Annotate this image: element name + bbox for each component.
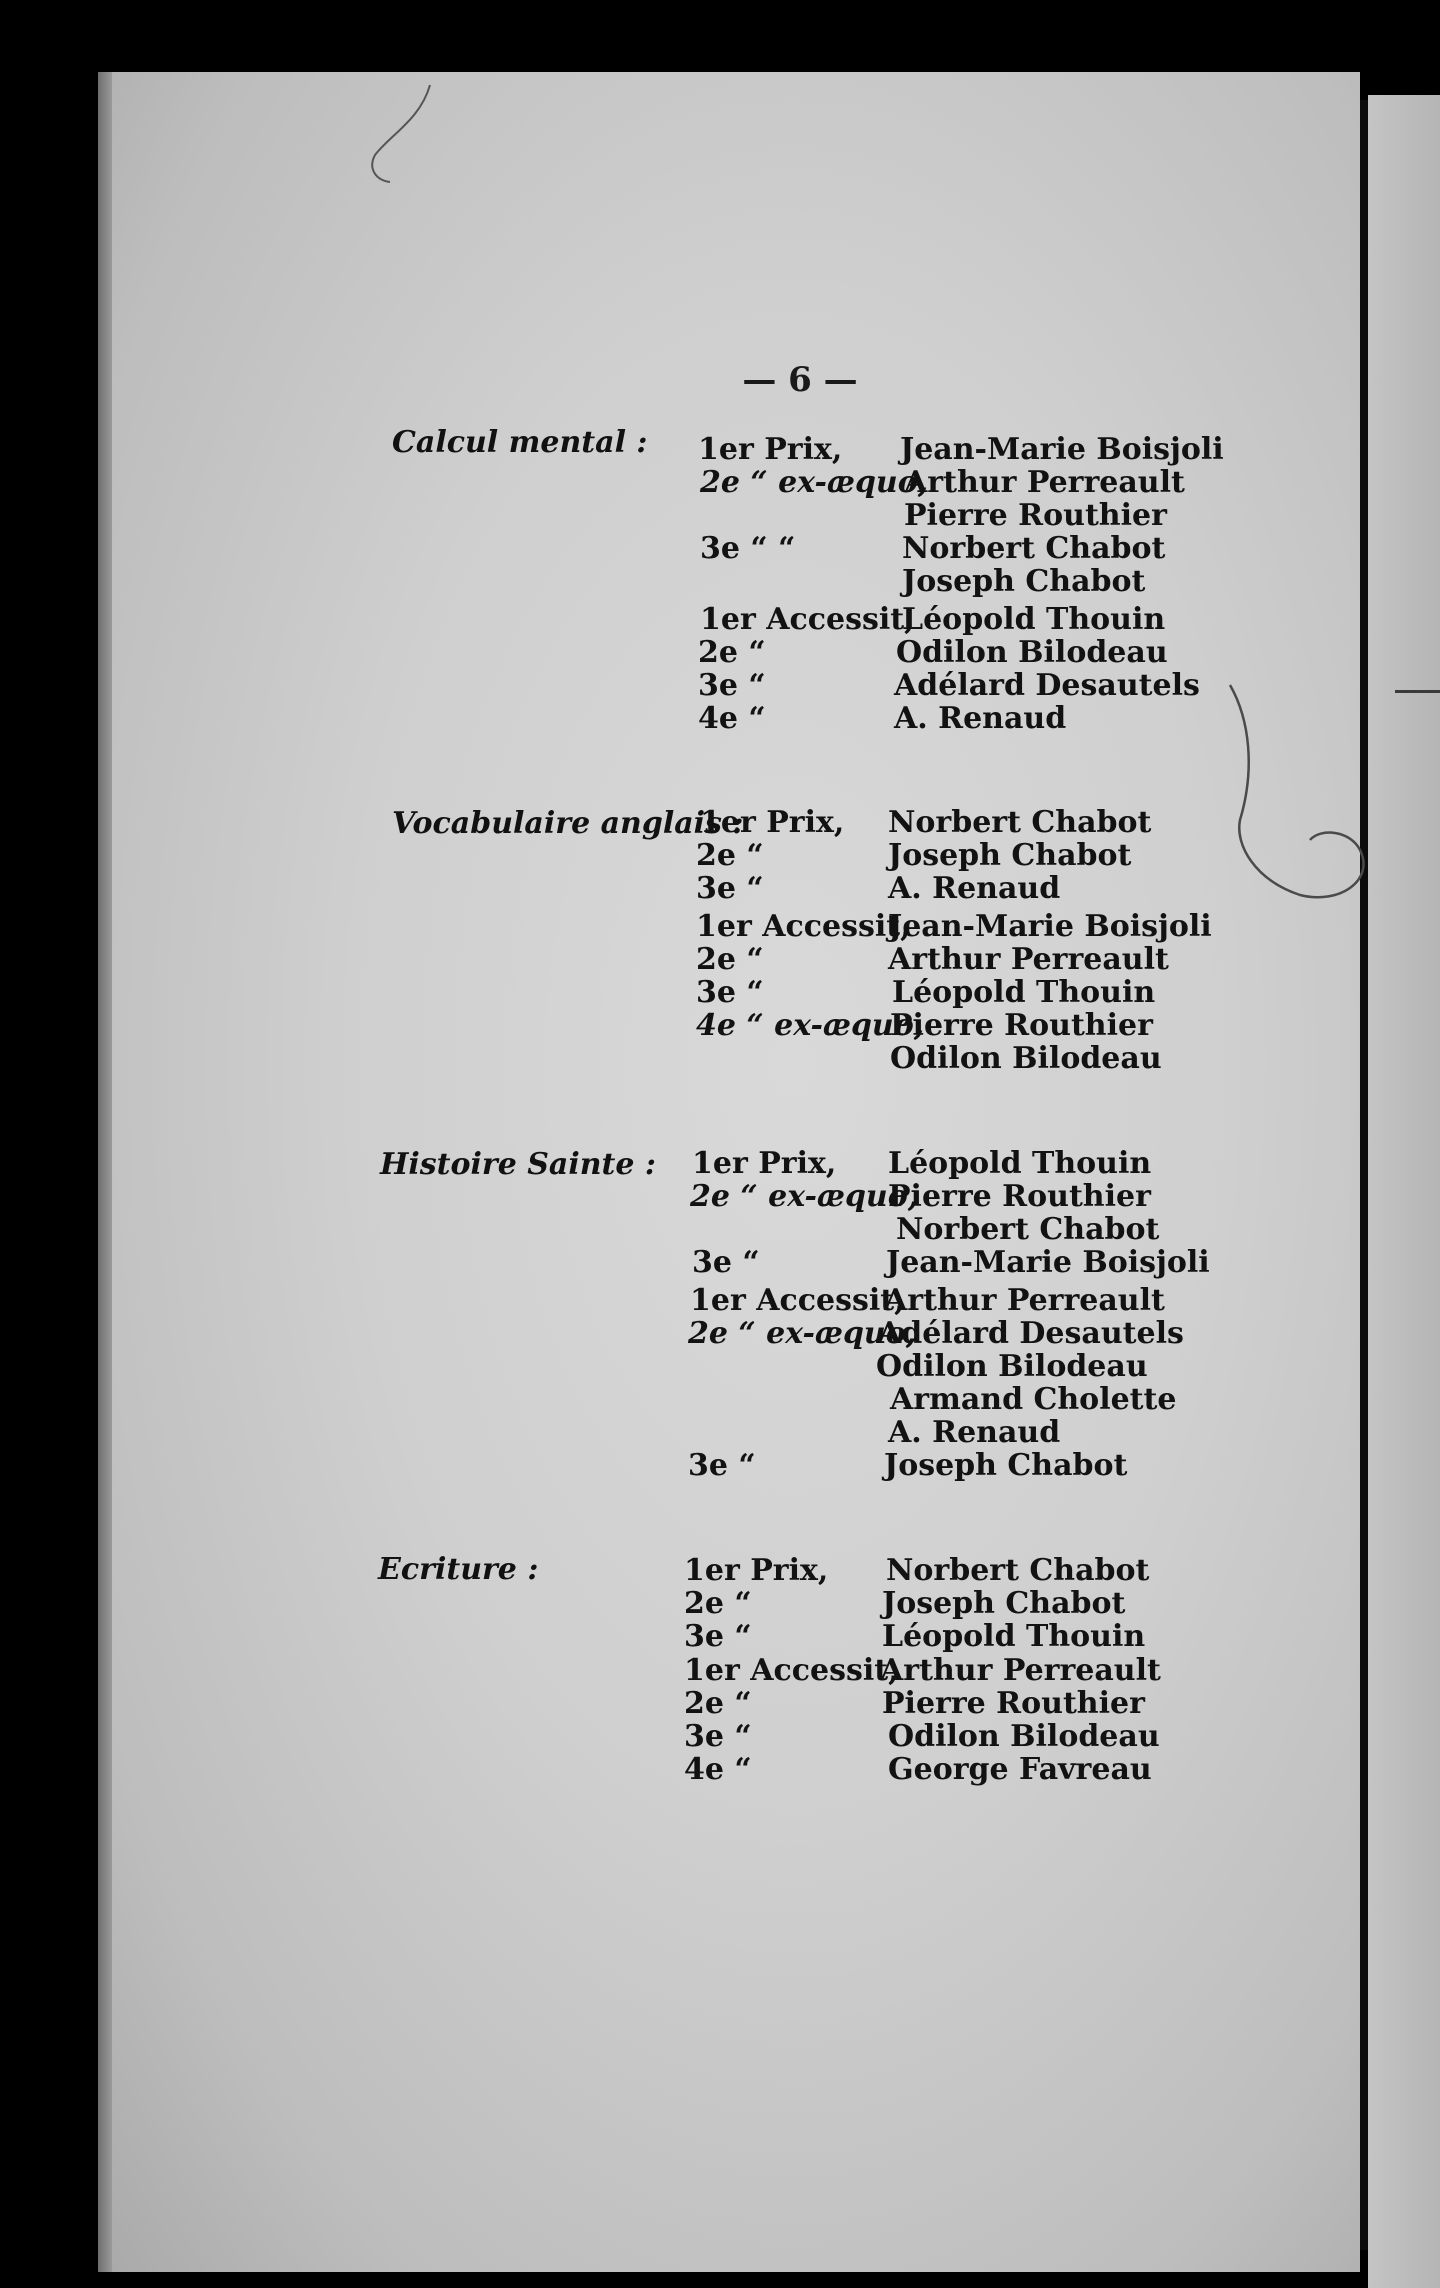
prize-rank: 2e “ bbox=[684, 1586, 752, 1621]
list-item bbox=[0, 669, 1440, 702]
winner-name: Odilon Bilodeau bbox=[896, 635, 1168, 670]
pencil-mark-top bbox=[360, 80, 460, 190]
list-item bbox=[0, 910, 1440, 943]
winner-name: Léopold Thouin bbox=[888, 1146, 1152, 1181]
prize-rank: 1er Accessit, bbox=[696, 909, 911, 944]
list-item bbox=[0, 532, 1440, 565]
winner-name: Joseph Chabot bbox=[888, 838, 1132, 873]
winner-name: Jean-Marie Boisjoli bbox=[888, 909, 1212, 944]
list-item bbox=[0, 1449, 1440, 1482]
list-item bbox=[0, 1654, 1440, 1687]
winner-name: Adélard Desautels bbox=[878, 1316, 1184, 1351]
list-item bbox=[0, 976, 1440, 1009]
prize-rank: 4e “ bbox=[684, 1752, 752, 1787]
winner-name: Jean-Marie Boisjoli bbox=[900, 432, 1224, 467]
prize-rank: 3e “ bbox=[684, 1619, 752, 1654]
list-item bbox=[0, 1720, 1440, 1753]
list-item bbox=[0, 1620, 1440, 1653]
prize-rank: 3e “ “ bbox=[700, 531, 796, 566]
list-item bbox=[0, 806, 1440, 839]
winner-name: Armand Cholette bbox=[890, 1382, 1177, 1417]
list-item bbox=[0, 1317, 1440, 1350]
section-label: Ecriture : bbox=[378, 1552, 539, 1587]
prize-rank: 4e “ ex-æquo, bbox=[696, 1008, 925, 1043]
winner-name: Adélard Desautels bbox=[894, 668, 1200, 703]
list-item bbox=[0, 1009, 1440, 1042]
prize-rank: 1er Prix, bbox=[698, 432, 843, 467]
list-item bbox=[0, 1213, 1440, 1246]
winner-name: A. Renaud bbox=[888, 1415, 1061, 1450]
winner-name: Norbert Chabot bbox=[896, 1212, 1160, 1247]
winner-name: A. Renaud bbox=[894, 701, 1067, 736]
winner-name: Odilon Bilodeau bbox=[890, 1041, 1162, 1076]
prize-rank: 1er Accessit, bbox=[690, 1283, 905, 1318]
prize-rank: 4e “ bbox=[698, 701, 766, 736]
prize-rank: 3e “ bbox=[696, 871, 764, 906]
list-item bbox=[0, 433, 1440, 466]
prize-rank: 2e “ ex-æquo, bbox=[700, 465, 929, 500]
list-item bbox=[0, 872, 1440, 905]
list-item bbox=[0, 1554, 1440, 1587]
list-item bbox=[0, 466, 1440, 499]
prize-rank: 2e “ ex-æquo, bbox=[690, 1179, 919, 1214]
winner-name: Pierre Routhier bbox=[890, 1008, 1153, 1043]
winner-name: Pierre Routhier bbox=[882, 1686, 1145, 1721]
prize-rank: 1er Accessit, bbox=[700, 602, 915, 637]
winner-name: Arthur Perreault bbox=[888, 942, 1169, 977]
list-item bbox=[0, 1284, 1440, 1317]
prize-rank: 2e “ ex-æquo, bbox=[688, 1316, 917, 1351]
list-item bbox=[0, 1246, 1440, 1279]
winner-name: Arthur Perreault bbox=[904, 465, 1185, 500]
list-item bbox=[0, 1147, 1440, 1180]
list-item bbox=[0, 499, 1440, 532]
prize-rank: 2e “ bbox=[696, 838, 764, 873]
winner-name: Joseph Chabot bbox=[902, 564, 1146, 599]
winner-name: Arthur Perreault bbox=[884, 1283, 1165, 1318]
prize-rank: 1er Prix, bbox=[684, 1553, 829, 1588]
prize-rank: 1er Accessit, bbox=[684, 1653, 899, 1688]
winner-name: Norbert Chabot bbox=[902, 531, 1166, 566]
list-item bbox=[0, 943, 1440, 976]
winner-name: Odilon Bilodeau bbox=[888, 1719, 1160, 1754]
winner-name: Jean-Marie Boisjoli bbox=[886, 1245, 1210, 1280]
list-item bbox=[0, 1753, 1440, 1786]
section-label: Calcul mental : bbox=[392, 425, 648, 460]
winner-name: George Favreau bbox=[888, 1752, 1152, 1787]
list-item bbox=[0, 1587, 1440, 1620]
section-label: Histoire Sainte : bbox=[380, 1147, 657, 1182]
list-item bbox=[0, 1180, 1440, 1213]
list-item bbox=[0, 1350, 1440, 1383]
list-item bbox=[0, 565, 1440, 598]
list-item bbox=[0, 636, 1440, 669]
prize-rank: 2e “ bbox=[684, 1686, 752, 1721]
winner-name: Léopold Thouin bbox=[902, 602, 1166, 637]
winner-name: Norbert Chabot bbox=[886, 1553, 1150, 1588]
prize-rank: 1er Prix, bbox=[692, 1146, 837, 1181]
list-item bbox=[0, 603, 1440, 636]
prize-rank: 1er Prix, bbox=[700, 805, 845, 840]
section-label: Vocabulaire anglais : bbox=[392, 806, 744, 841]
prize-rank: 2e “ bbox=[698, 635, 766, 670]
winner-name: Odilon Bilodeau bbox=[876, 1349, 1148, 1384]
prize-rank: 3e “ bbox=[684, 1719, 752, 1754]
winner-name: A. Renaud bbox=[888, 871, 1061, 906]
prize-rank: 3e “ bbox=[692, 1245, 760, 1280]
winner-name: Joseph Chabot bbox=[884, 1448, 1128, 1483]
prize-rank: 3e “ bbox=[696, 975, 764, 1010]
winner-name: Arthur Perreault bbox=[880, 1653, 1161, 1688]
winner-name: Pierre Routhier bbox=[904, 498, 1167, 533]
winner-name: Léopold Thouin bbox=[882, 1619, 1146, 1654]
page-number: — 6 — bbox=[742, 360, 858, 400]
winner-name: Léopold Thouin bbox=[892, 975, 1156, 1010]
winner-name: Joseph Chabot bbox=[882, 1586, 1126, 1621]
list-item bbox=[0, 1416, 1440, 1449]
winner-name: Norbert Chabot bbox=[888, 805, 1152, 840]
list-item bbox=[0, 702, 1440, 735]
list-item bbox=[0, 1042, 1440, 1075]
prize-rank: 3e “ bbox=[698, 668, 766, 703]
winner-name: Pierre Routhier bbox=[888, 1179, 1151, 1214]
list-item bbox=[0, 1383, 1440, 1416]
list-item bbox=[0, 839, 1440, 872]
prize-rank: 3e “ bbox=[688, 1448, 756, 1483]
prize-rank: 2e “ bbox=[696, 942, 764, 977]
list-item bbox=[0, 1687, 1440, 1720]
